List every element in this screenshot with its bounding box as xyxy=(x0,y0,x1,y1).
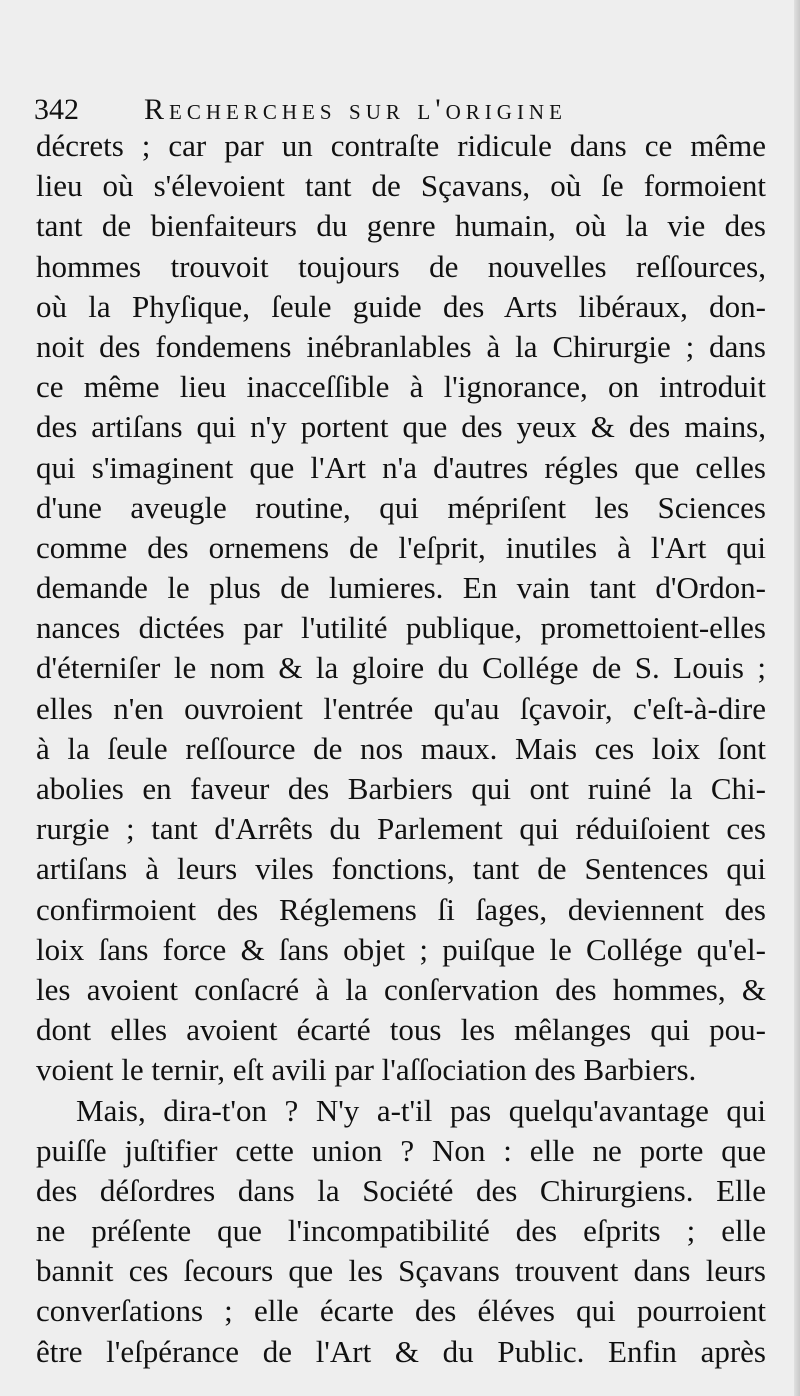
text-line: dont elles avoient écarté tous les mêlanges qui pou- xyxy=(36,1012,766,1048)
page-header xyxy=(34,90,774,130)
text-line: loix ſans force & ſans objet ; puiſque le Collége qu'el- xyxy=(36,931,766,967)
text-line: comme des ornemens de l'eſprit, inutiles à l'Art qui xyxy=(36,529,766,565)
text-line: noit des fondemens inébranlables à la Chirurgie ; dans xyxy=(36,328,766,364)
text-line: demande le plus de lumieres. En vain tant d'Ordon- xyxy=(36,570,766,606)
text-line: être l'eſpérance de l'Art & du Public. Enfin après xyxy=(36,1333,766,1369)
text-line: abolies en faveur des Barbiers qui ont ruiné la Chi- xyxy=(36,771,766,806)
text-line: où la Phyſique, ſeule guide des Arts libéraux, don- xyxy=(36,288,766,324)
text-line: voient le ternir, eſt avili par l'aſſociation des Barbiers. xyxy=(36,1052,697,1088)
text-line: hommes trouvoit toujours de nouvelles reſſources, xyxy=(36,248,766,284)
page-edge-shadow xyxy=(794,0,800,1396)
text-line: rurgie ; tant d'Arrêts du Parlement qui réduiſoient ces xyxy=(36,811,766,847)
body-text xyxy=(36,126,766,1372)
text-line: puiſſe juſtifier cette union ? Non : elle ne porte que xyxy=(36,1132,766,1168)
text-line: qui s'imaginent que l'Art n'a d'autres régles que celles xyxy=(36,449,766,485)
text-line: elles n'en ouvroient l'entrée qu'au ſçavoir, c'eſt-à-dire xyxy=(36,690,766,726)
text-line: lieu où s'élevoient tant de Sçavans, où ſe formoient xyxy=(36,168,766,204)
text-line: des artiſans qui n'y portent que des yeux & des mains, xyxy=(36,409,766,445)
text-line: des déſordres dans la Société des Chirurgiens. Elle xyxy=(36,1172,766,1208)
page-number: 342 xyxy=(34,93,79,126)
text-line: les avoient conſacré à la conſervation des hommes, & xyxy=(36,971,766,1007)
text-line: confirmoient des Réglemens ſi ſages, deviennent des xyxy=(36,891,766,927)
text-line: converſations ; elle écarte des éléves qui pourroient xyxy=(36,1293,766,1329)
text-line: décrets ; car par un contraſte ridicule dans ce même xyxy=(36,128,766,163)
text-line: bannit ces ſecours que les Sçavans trouvent dans leurs xyxy=(36,1253,766,1289)
text-line: d'éterniſer le nom & la gloire du Collége de S. Louis ; xyxy=(36,650,766,686)
text-line: tant de bienfaiteurs du genre humain, où la vie des xyxy=(36,208,766,244)
text-line: artiſans à leurs viles fonctions, tant de Sentences qui xyxy=(36,851,766,887)
running-head: Recherches sur l'origine xyxy=(144,93,567,126)
text-line: nances dictées par l'utilité publique, promettoient-elles xyxy=(36,610,766,646)
text-line: à la ſeule reſſource de nos maux. Mais ces loix ſont xyxy=(36,730,766,766)
paragraph-start-line: Mais, dira-t'on ? N'y a-t'il pas quelqu'avantage qui xyxy=(76,1092,766,1128)
text-line: ne préſente que l'incompatibilité des eſprits ; elle xyxy=(36,1213,766,1249)
text-line: d'une aveugle routine, qui mépriſent les Sciences xyxy=(36,489,766,525)
text-line: ce même lieu inacceſſible à l'ignorance, on introduit xyxy=(36,369,766,405)
